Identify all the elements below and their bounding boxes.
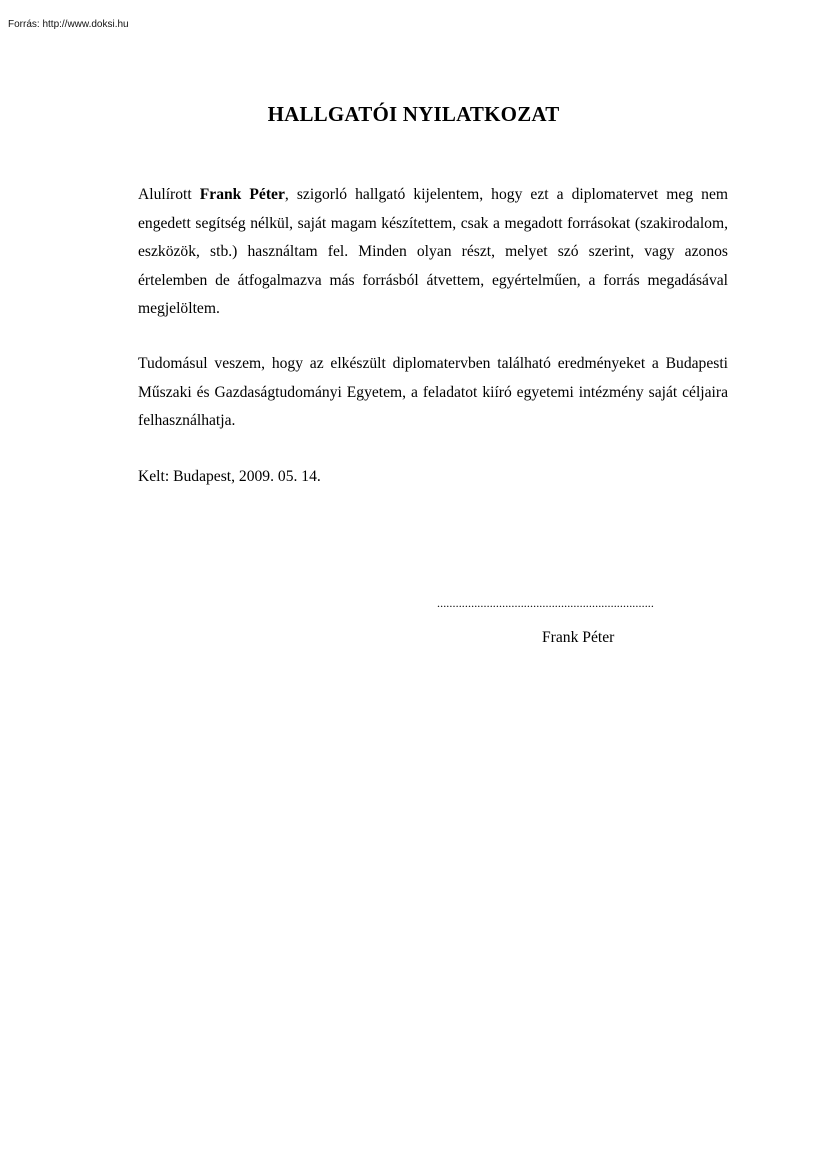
- student-name: Frank Péter: [199, 186, 285, 203]
- signature-name: Frank Péter: [542, 629, 615, 646]
- signature-line: ......................................................................: [437, 596, 654, 610]
- document-title: HALLGATÓI NYILATKOZAT: [267, 102, 560, 126]
- paragraph-prefix: Alulírott: [138, 186, 200, 203]
- usage-rights-paragraph: Tudomásul veszem, hogy az elkészült diplomatervben található eredményeket a Budapesti Műszaki és Gazdaságtudományi Egyetem, a feladatot kiíró egyetemi intézmény saját céljaira felhasználhatja.: [138, 355, 728, 430]
- paragraph-suffix: , szigorló hallgató kijelentem, hogy ezt a diplomatervet meg nem engedett segítség nélkül, saját magam készítettem, csak a megadott forrásokat (szakirodalom, eszközök, stb.) használtam fel. Minden olyan részt, melyet szó szerint, vagy azonos értelemben de átfogalmazva más forrásból átvettem, egyértelműen, a forrás megadásával megjelöltem.: [138, 186, 729, 318]
- source-note: Forrás: http://www.doksi.hu: [8, 19, 129, 30]
- declaration-paragraph: [138, 181, 728, 324]
- date-line: Kelt: Budapest, 2009. 05. 14.: [138, 468, 321, 485]
